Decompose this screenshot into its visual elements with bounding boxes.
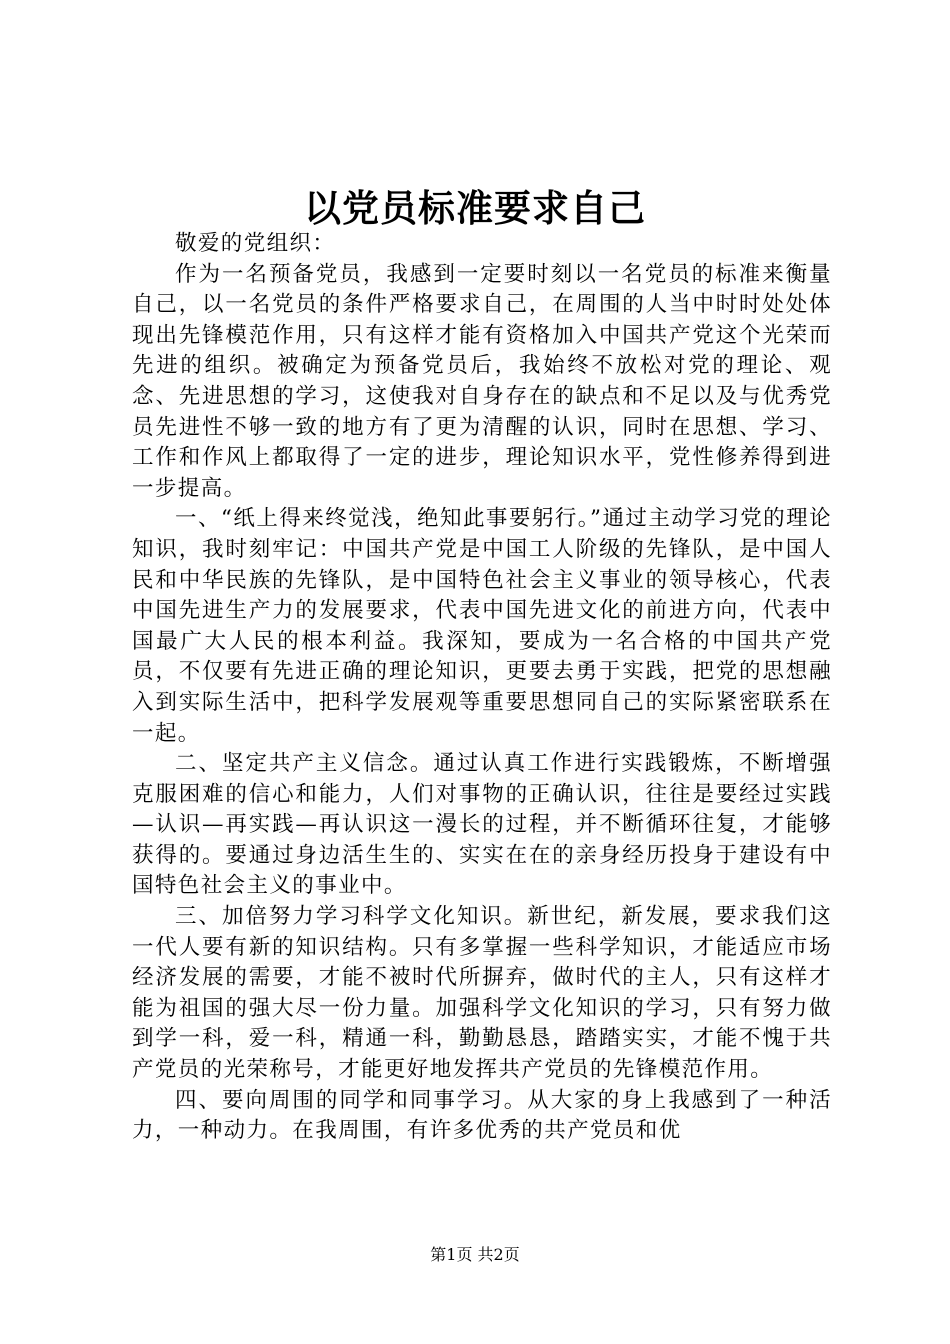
paragraph-section-3: 三、加倍努力学习科学文化知识。新世纪，新发展，要求我们这一代人要有新的知识结构。只有多掌握一些科学知识，才能适应市场经济发展的需要，才能不被时代所摒弃，做时代的主人，只有这样才能为祖国的强大尽一份力量。加强科学文化知识的学习，只有努力做到学一科，爱一科，精通一科，勤勤恳恳，踏踏实实，才能不愧于共产党员的光荣称号，才能更好地发挥共产党员的先锋模范作用。 <box>132 904 832 1083</box>
page-number-footer: 第1页 共2页 <box>430 1245 520 1264</box>
paragraph-section-4: 四、要向周围的同学和同事学习。从大家的身上我感到了一种活力，一种动力。在我周围，有许多优秀的共产党员和优 <box>132 1087 832 1144</box>
paragraph-section-2: 二、坚定共产主义信念。通过认真工作进行实践锻炼，不断增强克服困难的信心和能力，人们对事物的正确认识，往往是要经过实践—认识—再实践—再认识这一漫长的过程，并不断循环往复，才能够获得的。要通过身边活生生的、实实在在的亲身经历投身于建设有中国特色社会主义的事业中。 <box>132 751 832 899</box>
salutation: 敬爱的党组织： <box>175 231 336 256</box>
paragraph-intro: 作为一名预备党员，我感到一定要时刻以一名党员的标准来衡量自己，以一名党员的条件严格要求自己，在周围的人当中时时处处体现出先锋模范作用，只有这样才能有资格加入中国共产党这个光荣而先进的组织。被确定为预备党员后，我始终不放松对党的理论、观念、先进思想的学习，这使我对自身存在的缺点和不足以及与优秀党员先进性不够一致的地方有了更为清醒的认识，同时在思想、学习、工作和作风上都取得了一定的进步，理论知识水平，党性修养得到进一步提高。 <box>132 261 832 501</box>
paragraph-section-1: 一、“纸上得来终觉浅，绝知此事要躬行。”通过主动学习党的理论知识，我时刻牢记：中国共产党是中国工人阶级的先锋队，是中国人民和中华民族的先锋队，是中国特色社会主义事业的领导核心，代表中国先进生产力的发展要求，代表中国先进文化的前进方向，代表中国最广大人民的根本利益。我深知，要成为一名合格的中国共产党员，不仅要有先进正确的理论知识，更要去勇于实践，把党的思想融入到实际生活中，把科学发展观等重要思想同自己的实际紧密联系在一起。 <box>132 506 832 746</box>
document-body <box>132 229 832 1147</box>
document-title: 以党员标准要求自己 <box>304 186 646 230</box>
